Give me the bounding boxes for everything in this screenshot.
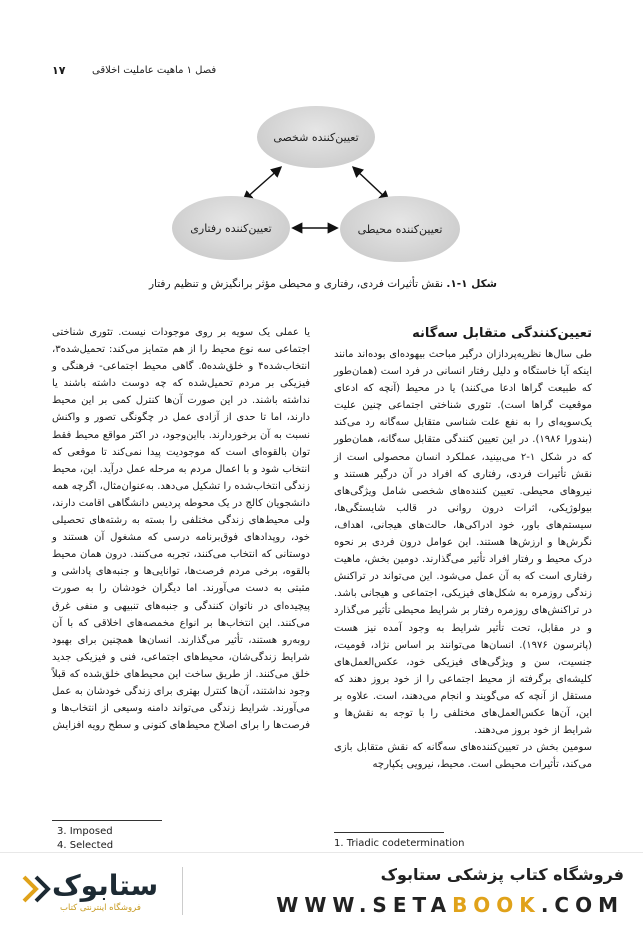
figure-caption-text: نقش تأثیرات فردی، رفتاری و محیطی مؤثر برانگیزش و تنظیم رفتار (148, 278, 447, 290)
logo-wordmark: ستابوک (52, 869, 159, 902)
footnote: 4. Selected (57, 840, 114, 851)
paragraph: یا عملی یک سویه بر روی موجودات نیست. تئوری شناختی اجتماعی سه نوع محیط را از هم متمایز می‌کند: تحمیل‌شده۳، انتخاب‌شده۴ و خلق‌شده۵. گاهی محیط اجتماعی- فرهنگی و فیزیکی بر مردم تحمیل‌شده که چه دوست داشته باشند یا نداشته باشند. در این صورت آن‌ها کنترل کمی بر این محیط دارند، اما تا حدی از آزادی عمل در چگونگی تصور و واکنش نسبت به آن برخوردارند. بااین‌وجود، در اکثر مواقع محیط فقط توان بالقوه‌ای است که موجودیت پیدا نمی‌کند تا موقعی که انتخاب شود و با اعمال مردم به مرحله عمل درآید. این، محیط زندگی انتخاب‌شده را تشکیل می‌دهد. به‌عنوان‌مثال، اگرچه همه دانشجویان کالج در یک محوطه پردیس دانشگاهی اقامت دارند، ولی محیط‌های زندگی مختلفی را بسته به رشته‌های تحصیلی خود، روپدادهای فوق‌برنامه درسی که مشغول آن هستند و دوستانی که انتخاب می‌کنند، تجربه می‌کنند. درون همان محیط بالقوه، برخی مردم فرصت‌ها، توانایی‌ها و جنبه‌های پاداشی و مثبتی به دست می‌آورند. اما دیگران خودشان را به صورت پیچیده‌ای در ناتوان کنندگی و جنبه‌های تنبیهی و منفی غرق می‌کنند. این انتخاب‌ها بر انواع مخمصه‌های اخلاقی که با آن روبه‌رو هستند، تأثیر می‌گذارند. انسان‌ها همچنین برای بهبود شرایط زندگی‌شان، محیط‌های اجتماعی، فنی و فیزیکی جدید خلق می‌کنند. از طریق ساخت این محیط‌های خلق‌شده که قبلاً وجود نداشتند، آن‌ها کنترل بهتری برای زندگی خودشان به عمل می‌آورند. شرایط زندگی می‌تواند دامنه وسیعی از انتخاب‌ها و فرصت‌ها را برای اصلاح محیط‌های کنونی و سطح رویه افزایش (52, 327, 310, 732)
behavioral-determinant-node (172, 196, 290, 260)
footnote: 3. Imposed (57, 826, 113, 837)
page-number: ۱۷ (52, 64, 66, 77)
left-column (52, 324, 310, 734)
behavioral-determinant-label: تعیین‌کننده رفتاری (190, 221, 272, 235)
setabook-logo[interactable] (22, 869, 172, 917)
figure-caption (60, 278, 586, 290)
footnotes-left (57, 825, 217, 852)
section-heading: تعیین‌کنندگی متقابل سه‌گانه (412, 326, 592, 341)
figure-caption-label: شکل ۱-۱. (446, 278, 498, 290)
url-suffix: .COM (540, 893, 624, 917)
personal-determinant-node (257, 106, 375, 168)
footnote-divider (52, 820, 162, 821)
right-column (334, 324, 592, 773)
environmental-determinant-node (340, 196, 460, 262)
store-url-link[interactable] (200, 893, 624, 917)
store-banner[interactable] (0, 852, 643, 926)
url-accent: BOOK (452, 893, 541, 917)
paragraph: طی سال‌ها نظریه‌پردازان درگیر مباحث بیهوده‌ای بوده‌اند مانند اینکه آیا خاستگاه و دلیل رفتار انسانی در فرد است (همان‌طور که طبیعت گراها ادعا می‌کنند) یا در محیط (آنچه که ادعای موقعیت گراها است). تئوری شناختی اجتماعی چنین علیت یک‌سویه‌ای را به نفع علت شناسی متقابل سه‌گانه رد می‌کند (بندورا ۱۹۸۶). در این تعیین کنندگی متقابل سه‌گانه، همان‌طور که در شکل ۱-۲ می‌بینید، عملکرد انسان محصولی است از نقش تأثیرات فردی، رفتاری که افراد در آن درگیر هستند و نیروهای محیطی. تعیین کننده‌های شخصی شامل ویژگی‌های بیولوژیکی، اثرات درون روانی در قالب شایستگی‌ها، سیستم‌های باور، خود ادراکی‌ها، حالت‌های هیجانی، اهداف، نگرش‌ها و ارزش‌ها هستند. این عوامل درون فردی بر نحوه درک محیط و رفتار افراد تأثیر می‌گذارند. دومین بخش، ماهیت رفتاری است که به آن عمل می‌شود. این می‌تواند در تراکنش زندگی روزمره به شکل‌های فیزیکی، اجتماعی و هیجانی باشد. در تراکنش‌های روزمره رفتار بر شرایط محیطی تأثیر می‌گذارد و در مقابل، تحت تأثیر شرایط به وجود آمده نیز هست (پاترسون ۱۹۷۶). انسان‌ها می‌توانند بر اساس نژاد، قومیت، جنسیت، سن و ویژگی‌های فیزیکی خود، عکس‌العمل‌های کلیشه‌ای برگرفته از محیط اجتماعی را از خود بروز دهند که مستقل از آنچه که می‌گویند و انجام می‌دهند، است. علاوه بر این، آن‌ها عکس‌العمل‌های مختلفی را با توجه به نقش‌ها و شرایط از خود بروز می‌دهند. (334, 349, 592, 737)
banner-divider (182, 867, 183, 915)
chapter-title: فصل ۱ ماهیت عاملیت اخلاقی (92, 65, 217, 76)
footnote-divider (334, 832, 444, 833)
arrow-top-right (354, 168, 388, 200)
arrow-top-left (244, 168, 280, 200)
footnotes-right (334, 837, 534, 852)
chevron-logo-icon (22, 875, 56, 903)
paragraph: سومین بخش در تعیین‌کننده‌های سه‌گانه که نقش متقابل بازی می‌کند، تأثیرات محیطی است. محیط، نیرویی یکپارچه (334, 742, 592, 771)
environmental-determinant-label: تعیین‌کننده محیطی (357, 222, 443, 236)
footnote: 1. Triadic codetermination (334, 838, 465, 849)
logo-tagline: فروشگاه اینترنتی کتاب (60, 903, 141, 913)
url-prefix: WWW.SETA (276, 893, 453, 917)
personal-determinant-label: تعیین‌کننده شخصی (273, 130, 359, 144)
triadic-figure (160, 100, 490, 275)
running-header (52, 64, 592, 82)
store-name: فروشگاه کتاب پزشکی ستابوک (380, 865, 624, 884)
